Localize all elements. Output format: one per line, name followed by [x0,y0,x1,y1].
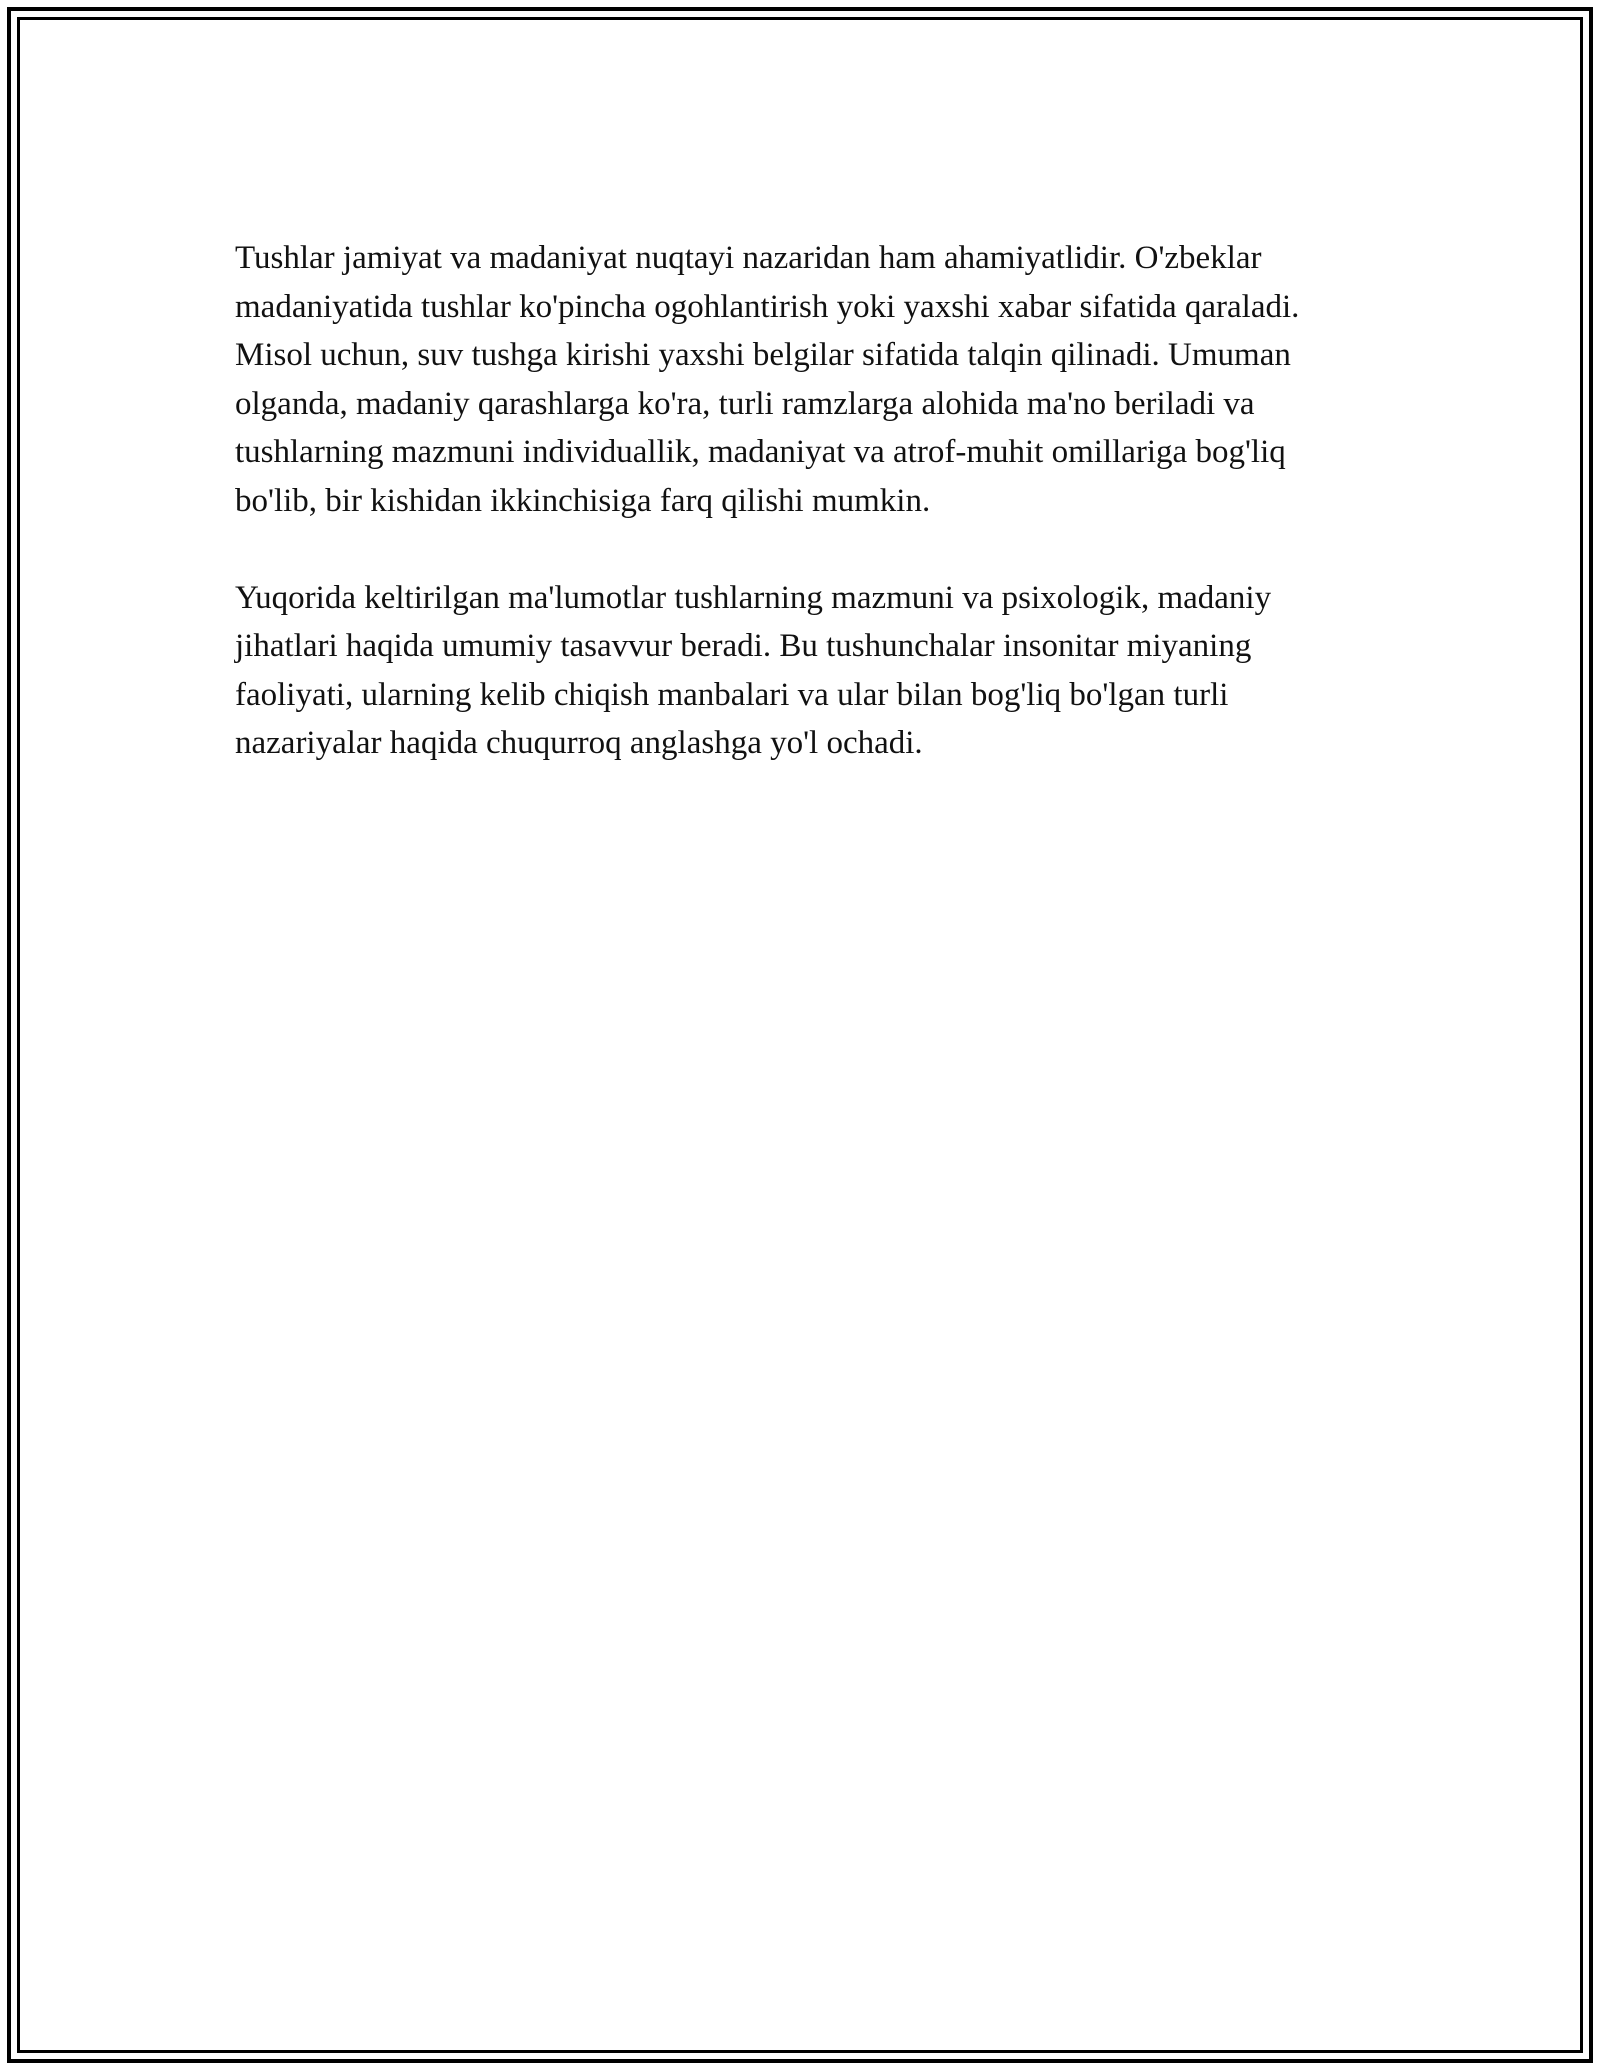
paragraph-summary: Yuqorida keltirilgan ma'lumotlar tushlarning mazmuni va psixologik, madaniy jihatlari haqida umumiy tasavvur beradi. Bu tushunchalar insonitar miyaning faoliyati, ularning kelib chiqish manbalari va ular bilan bog'liq bo'lgan turli nazariyalar haqida chuqurroq anglashga yo'l ochadi. [235,579,1272,761]
document-body [235,234,1375,816]
paragraph-culture: Tushlar jamiyat va madaniyat nuqtayi nazaridan ham ahamiyatlidir. O'zbeklar madaniyatida tushlar ko'pincha ogohlantirish yoki yaxshi xabar sifatida qaraladi. Misol uchun, suv tushga kirishi yaxshi belgilar sifatida talqin qilinadi. Umuman olganda, madaniy qarashlarga ko'ra, turli ramzlarga alohida ma'no beriladi va tushlarning mazmuni individuallik, madaniyat va atrof-muhit omillariga bog'liq bo'lib, bir kishidan ikkinchisiga farq qilishi mumkin. [235,240,1300,519]
